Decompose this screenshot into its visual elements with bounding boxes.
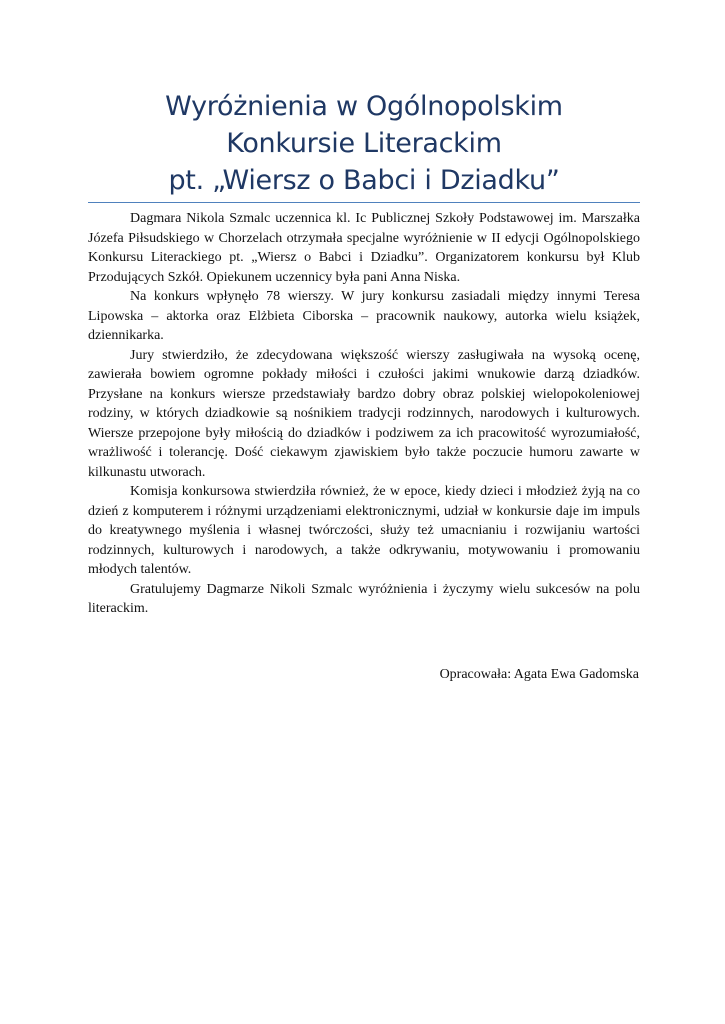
title-line-3: pt. „Wiersz o Babci i Dziadku” — [168, 165, 560, 196]
title-line-2: Konkursie Literackim — [226, 128, 502, 159]
title-underline-divider — [88, 202, 640, 203]
title-line-1: Wyróżnienia w Ogólnopolskim — [165, 91, 563, 122]
paragraph-jury-assessment: Jury stwierdziło, że zdecydowana większość wierszy zasługiwała na wysoką ocenę, zawierała bowiem ogromne pokłady miłości i czułości jakimi wnukowie darzą dziadków. Przysłane na konkurs wiersze przedstawiały bardzo dobry obraz polskiej wielopokoleniowej rodziny, w których dziadkowie są nośnikiem tradycji rodzinnych, narodowych i kulturowych. Wiersze przepojone były miłością do dziadków i podziwem za ich pracowitość wyrozumiałość, wrażliwość i tolerancję. Dość ciekawym zjawiskiem było także poczucie humoru zawarte w kilkunastu utworach. — [88, 347, 640, 480]
article-body — [88, 209, 640, 619]
document-title — [88, 88, 640, 199]
paragraph-commission: Komisja konkursowa stwierdziła również, że w epoce, kiedy dzieci i młodzież żyją na co dzień z komputerem i różnymi urządzeniami elektronicznymi, udział w konkursie daje im impuls do kreatywnego myślenia i własnej twórczości, służy też umacnianiu i rozwijaniu wartości rodzinnych, kulturowych i narodowych, a także odkrywaniu, motywowaniu i promowaniu młodych talentów. — [88, 484, 640, 577]
paragraph-jury: Na konkurs wpłynęło 78 wierszy. W jury konkursu zasiadali między innymi Teresa Lipowska – aktorka oraz Elżbieta Ciborska – pracownik naukowy, autorka wielu książek, dziennikarka. — [88, 289, 640, 343]
author-signature: Opracowała: Agata Ewa Gadomska — [439, 667, 639, 682]
paragraph-congratulations: Gratulujemy Dagmarze Nikoli Szmalc wyróżnienia i życzymy wielu sukcesów na polu literackim. — [88, 581, 640, 616]
paragraph-award: Dagmara Nikola Szmalc uczennica kl. Ic Publicznej Szkoły Podstawowej im. Marszałka Józefa Piłsudskiego w Chorzelach otrzymała specjalne wyróżnienie w II edycji Ogólnopolskiego Konkursu Literackiego pt. „Wiersz o Babci i Dziadku”. Organizatorem konkursu był Klub Przodujących Szkół. Opiekunem uczennicy była pani Anna Niska. — [88, 211, 640, 285]
